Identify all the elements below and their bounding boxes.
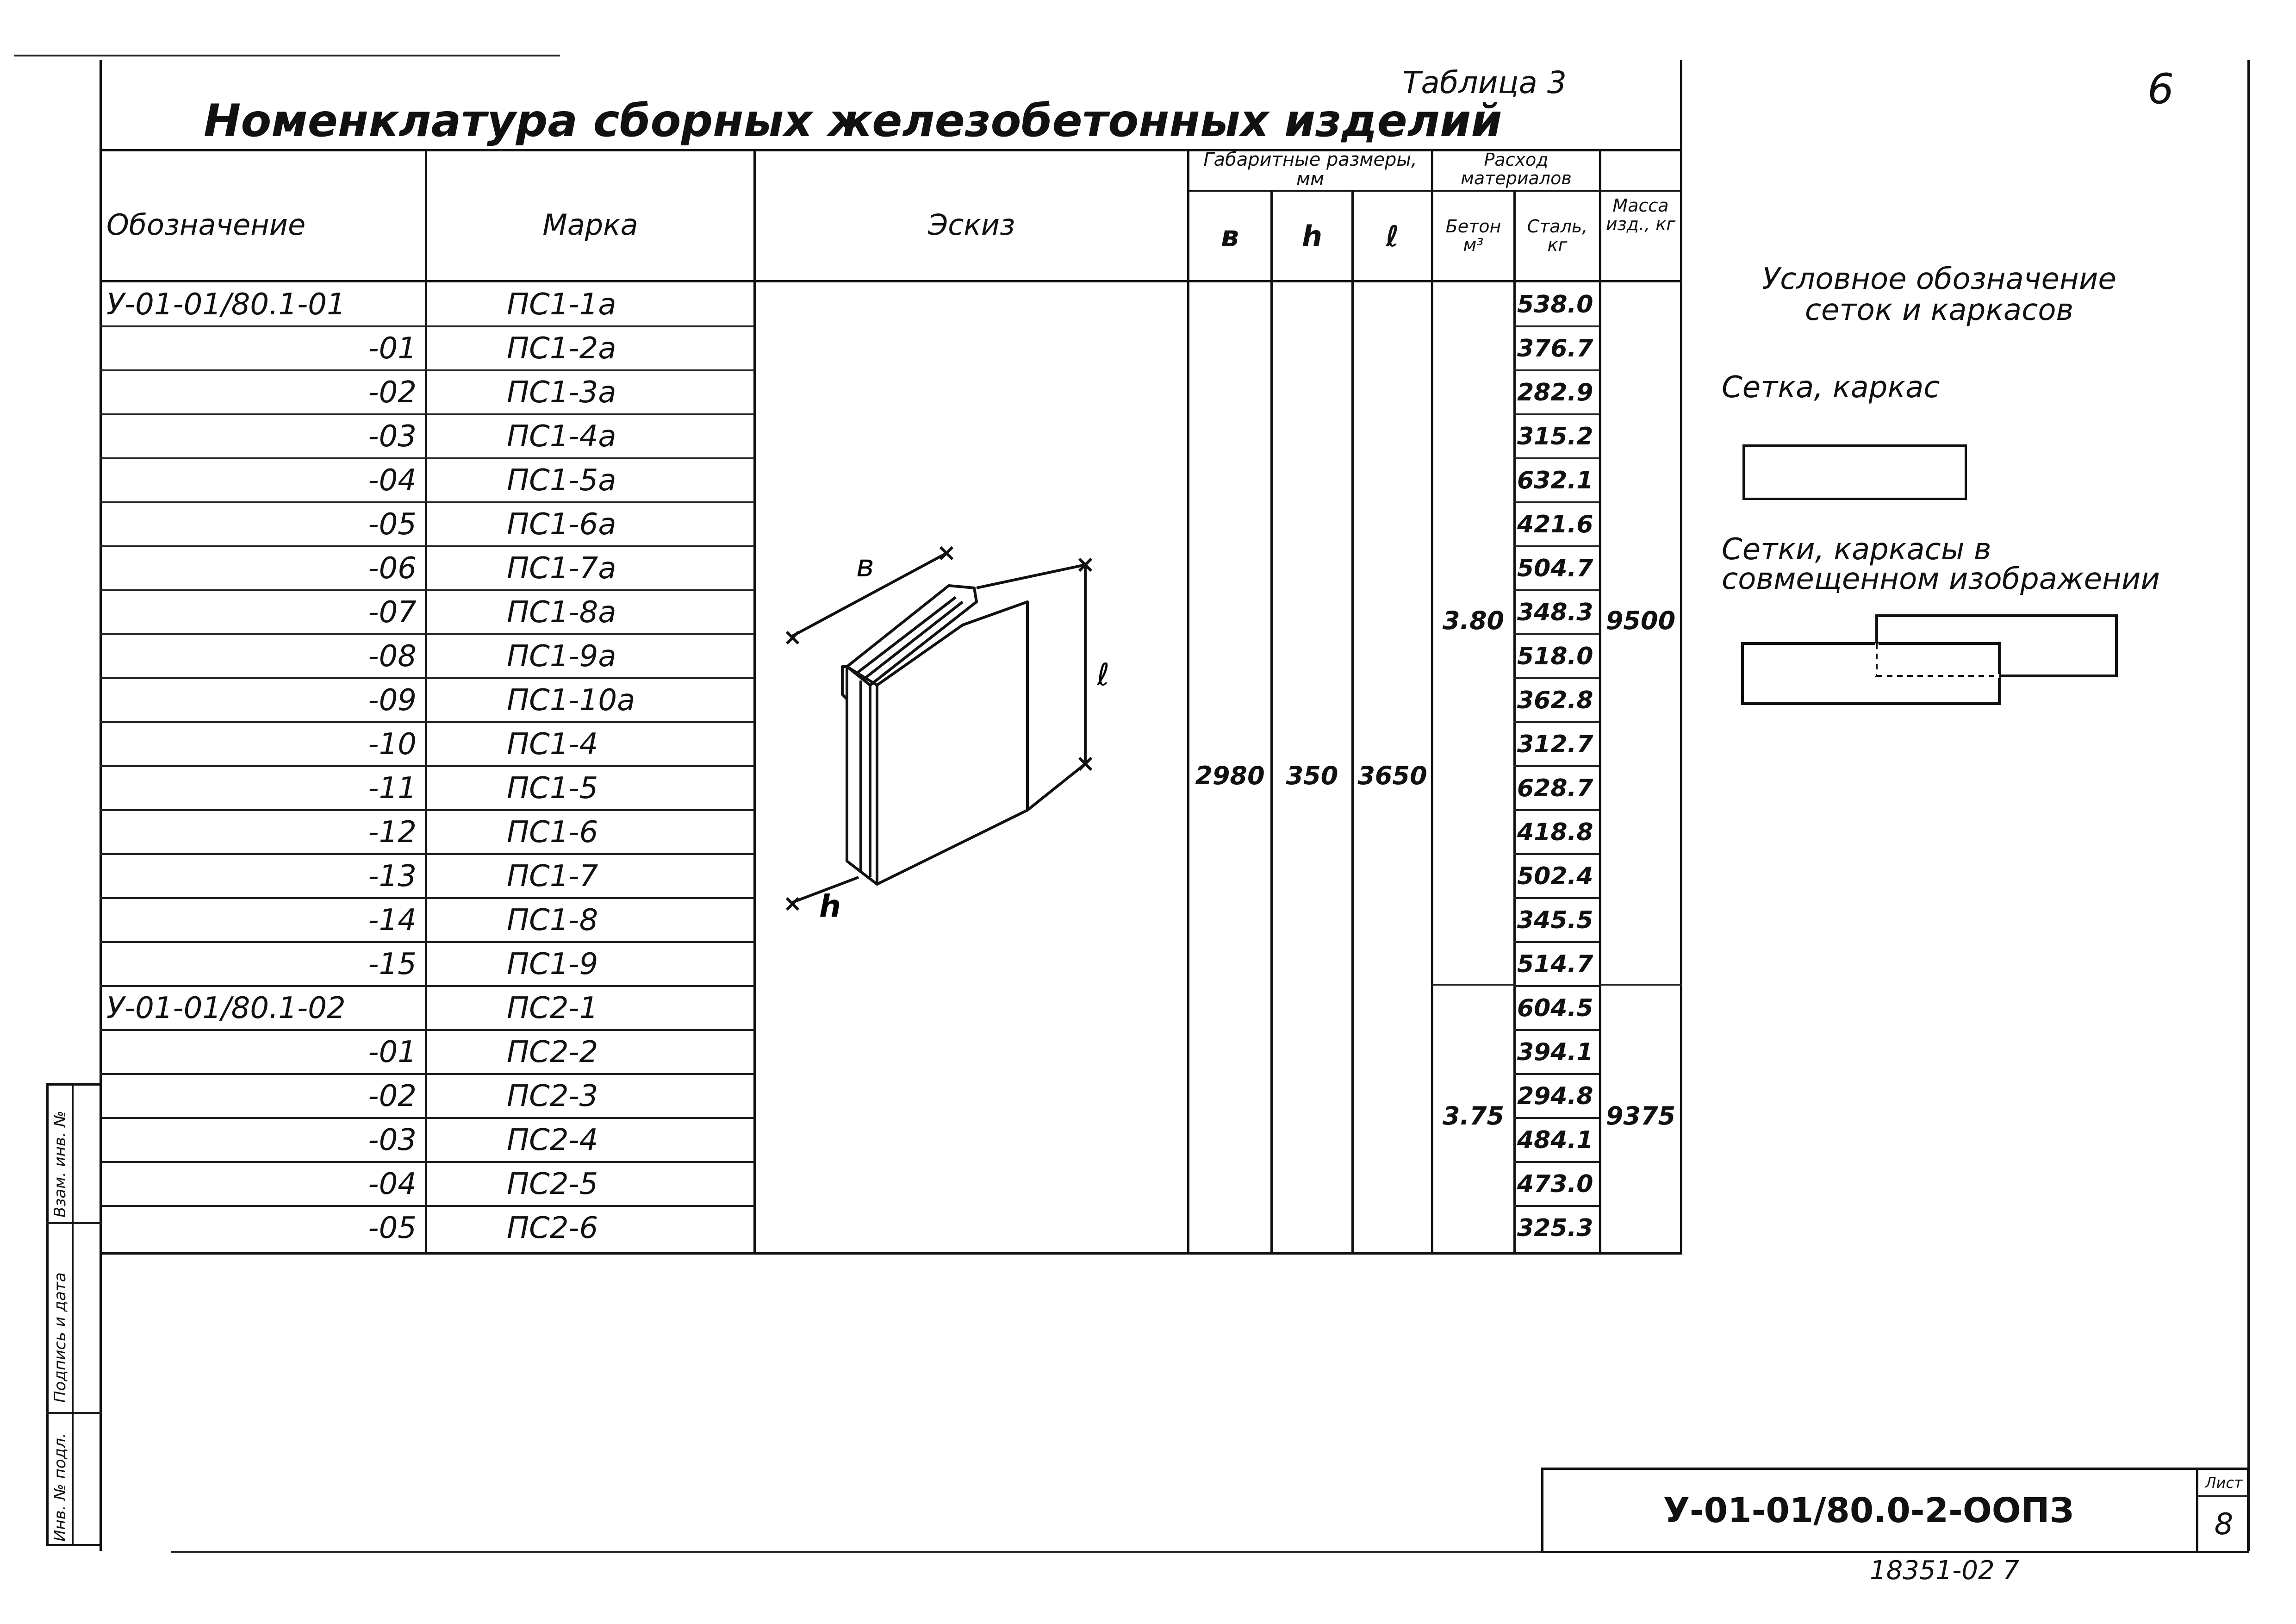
row-designation: -07: [368, 595, 417, 630]
row-line: [100, 765, 754, 767]
header-sketch: Эскиз: [927, 207, 1015, 242]
header-dim-h: h: [1301, 219, 1323, 253]
row-mark: ПС1-2а: [507, 331, 616, 366]
row-designation: У-01-01/80.1-02: [106, 991, 346, 1025]
row-steel: 282.9: [1517, 378, 1593, 406]
row-steel: 376.7: [1517, 334, 1593, 362]
row-line: [100, 1205, 754, 1207]
steel-row-line: [1513, 1205, 1599, 1207]
row-designation: -03: [368, 419, 417, 454]
row-designation: -13: [368, 859, 417, 893]
row-steel: 294.8: [1517, 1082, 1593, 1110]
col-line-6: [1431, 149, 1433, 1255]
table-bottom-line: [100, 1252, 1680, 1255]
header-dim-b: в: [1220, 219, 1239, 253]
row-steel: 312.7: [1517, 730, 1593, 758]
row-designation: -09: [368, 683, 417, 718]
col-line-3: [1187, 149, 1189, 1255]
row-line: [100, 589, 754, 591]
col-line-1: [425, 149, 427, 1255]
row-steel: 628.7: [1517, 774, 1593, 802]
group2-mass: 9375: [1605, 1101, 1676, 1131]
sketch-label-l: ℓ: [1097, 657, 1110, 693]
header-steel: Сталь, кг: [1527, 216, 1588, 255]
group2-concrete: 3.75: [1442, 1101, 1505, 1131]
row-steel: 421.6: [1517, 510, 1593, 538]
row-designation: -02: [368, 375, 417, 410]
legend-single-rect: [1742, 444, 1967, 500]
row-line: [100, 985, 754, 987]
row-designation: -02: [368, 1079, 417, 1113]
legend-item-combined: Сетки, каркасы в совмещенном изображении: [1722, 532, 2160, 596]
margin-inner-line: [72, 1083, 74, 1546]
row-mark: ПС1-10а: [507, 683, 635, 718]
row-designation: -05: [368, 507, 417, 542]
row-mark: ПС1-8а: [507, 595, 616, 630]
steel-row-line: [1513, 1029, 1599, 1031]
dim-h-value: 350: [1286, 761, 1338, 790]
row-steel: 538.0: [1517, 290, 1593, 319]
row-steel: 362.8: [1517, 686, 1593, 714]
row-designation: У-01-01/80.1-01: [106, 287, 346, 322]
margin-line-1: [46, 1222, 102, 1224]
row-line: [100, 1117, 754, 1119]
steel-row-line: [1513, 1117, 1599, 1119]
row-mark: ПС1-4: [507, 727, 598, 762]
row-designation: -01: [368, 331, 417, 366]
row-designation: -04: [368, 463, 417, 498]
header-designation: Обозначение: [106, 207, 306, 242]
doc-code: У-01-01/80.0-2-ООПЗ: [1663, 1490, 2074, 1530]
margin-line-2: [46, 1412, 102, 1414]
legend-title: Условное обозначение сеток и каркасов: [1762, 262, 2116, 328]
row-mark: ПС1-7а: [507, 551, 616, 586]
row-line: [100, 633, 754, 635]
row-mark: ПС2-6: [507, 1211, 598, 1245]
sheet-number: 8: [2214, 1507, 2234, 1542]
row-line: [100, 1073, 754, 1075]
steel-row-line: [1513, 1161, 1599, 1163]
col-line-5: [1351, 190, 1354, 1255]
row-steel: 315.2: [1517, 422, 1593, 450]
steel-row-line: [1513, 897, 1599, 899]
row-mark: ПС1-6а: [507, 507, 616, 542]
row-designation: -15: [368, 947, 417, 981]
row-line: [100, 941, 754, 943]
row-line: [100, 545, 754, 547]
row-designation: -03: [368, 1123, 417, 1157]
row-mark: ПС2-5: [507, 1167, 598, 1201]
row-steel: 502.4: [1517, 862, 1593, 890]
steel-row-line: [1513, 545, 1599, 547]
group1-mass: 9500: [1605, 606, 1676, 635]
row-designation: -01: [368, 1035, 417, 1069]
row-mark: ПС1-9а: [507, 639, 616, 674]
dim-b-value: 2980: [1195, 761, 1265, 790]
header-dim-l: ℓ: [1385, 219, 1400, 253]
header-mass: Масса изд., кг: [1605, 195, 1676, 234]
row-line: [100, 413, 754, 415]
row-mark: ПС1-8: [507, 903, 598, 937]
margin-label-replacement: Взам. инв. №: [51, 1111, 69, 1218]
table-label: Таблица 3: [1402, 65, 1567, 100]
col-line-8: [1599, 149, 1601, 1255]
legend-item-single: Сетка, каркас: [1722, 370, 1940, 405]
group-separator-mass: [1599, 984, 1682, 986]
row-designation: -12: [368, 815, 417, 849]
steel-row-line: [1513, 941, 1599, 943]
top-border-line: [14, 55, 560, 56]
inventory-number: 18351-02 7: [1870, 1555, 2020, 1586]
header-concrete: Бетон м³: [1445, 216, 1501, 255]
steel-row-line: [1513, 765, 1599, 767]
row-steel: 632.1: [1517, 466, 1593, 494]
row-steel: 348.3: [1517, 598, 1593, 626]
row-line: [100, 897, 754, 899]
row-mark: ПС1-5а: [507, 463, 616, 498]
row-steel: 484.1: [1517, 1126, 1593, 1154]
row-mark: ПС1-3а: [507, 375, 616, 410]
row-steel: 604.5: [1517, 994, 1593, 1022]
row-mark: ПС2-2: [507, 1035, 598, 1069]
row-designation: -10: [368, 727, 417, 762]
row-line: [100, 369, 754, 371]
row-designation: -04: [368, 1167, 417, 1201]
row-line: [100, 501, 754, 503]
col-line-9: [1680, 60, 1682, 1255]
group1-concrete: 3.80: [1442, 606, 1505, 635]
steel-row-line: [1513, 677, 1599, 679]
row-designation: -06: [368, 551, 417, 586]
row-mark: ПС1-4а: [507, 419, 616, 454]
row-steel: 418.8: [1517, 818, 1593, 846]
row-line: [100, 1161, 754, 1163]
steel-row-line: [1513, 457, 1599, 459]
header-materials: Расход материалов: [1461, 150, 1572, 188]
page-title: Номенклатура сборных железобетонных изделий: [204, 95, 1502, 147]
row-line: [100, 325, 754, 327]
row-steel: 394.1: [1517, 1038, 1593, 1066]
row-steel: 325.3: [1517, 1214, 1593, 1242]
row-mark: ПС1-1а: [507, 287, 616, 322]
dim-l-value: 3650: [1357, 761, 1427, 790]
row-steel: 504.7: [1517, 554, 1593, 582]
steel-row-line: [1513, 325, 1599, 327]
right-frame-line: [2247, 60, 2250, 1551]
sketch-label-h: h: [819, 888, 841, 924]
sketch-label-b: в: [856, 548, 874, 584]
row-steel: 345.5: [1517, 906, 1593, 934]
row-line: [100, 809, 754, 811]
row-line: [100, 677, 754, 679]
page-number: 6: [2147, 65, 2174, 113]
row-steel: 473.0: [1517, 1170, 1593, 1198]
row-line: [100, 1029, 754, 1031]
col-line-4: [1270, 190, 1273, 1255]
steel-row-line: [1513, 721, 1599, 723]
row-line: [100, 721, 754, 723]
row-steel: 514.7: [1517, 950, 1593, 978]
steel-row-line: [1513, 1073, 1599, 1075]
row-designation: -11: [368, 771, 417, 806]
sheet-label: Лист: [2205, 1474, 2243, 1492]
sheet-box-line: [2196, 1495, 2249, 1497]
row-mark: ПС1-7: [507, 859, 598, 893]
row-line: [100, 853, 754, 855]
row-mark: ПС1-9: [507, 947, 598, 981]
row-designation: -05: [368, 1211, 417, 1245]
row-mark: ПС2-4: [507, 1123, 598, 1157]
steel-row-line: [1513, 413, 1599, 415]
steel-row-line: [1513, 853, 1599, 855]
row-designation: -14: [368, 903, 417, 937]
header-dimensions: Габаритные размеры, мм: [1203, 149, 1417, 190]
row-mark: ПС1-6: [507, 815, 598, 849]
steel-row-line: [1513, 809, 1599, 811]
steel-row-line: [1513, 633, 1599, 635]
col-line-2: [753, 149, 756, 1255]
legend-combined-rects: [1738, 611, 2122, 713]
header-mark: Марка: [542, 207, 638, 242]
margin-label-signature: Подпись и дата: [51, 1272, 69, 1403]
row-designation: -08: [368, 639, 417, 674]
row-steel: 518.0: [1517, 642, 1593, 670]
panel-sketch: [778, 532, 1129, 926]
steel-row-line: [1513, 501, 1599, 503]
steel-row-line: [1513, 985, 1599, 987]
group-separator-concrete: [1431, 984, 1516, 986]
row-mark: ПС2-3: [507, 1079, 598, 1113]
margin-label-inventory: Инв. № подл.: [51, 1433, 69, 1542]
row-mark: ПС1-5: [507, 771, 598, 806]
steel-row-line: [1513, 369, 1599, 371]
row-line: [100, 457, 754, 459]
steel-row-line: [1513, 589, 1599, 591]
row-mark: ПС2-1: [507, 991, 598, 1025]
